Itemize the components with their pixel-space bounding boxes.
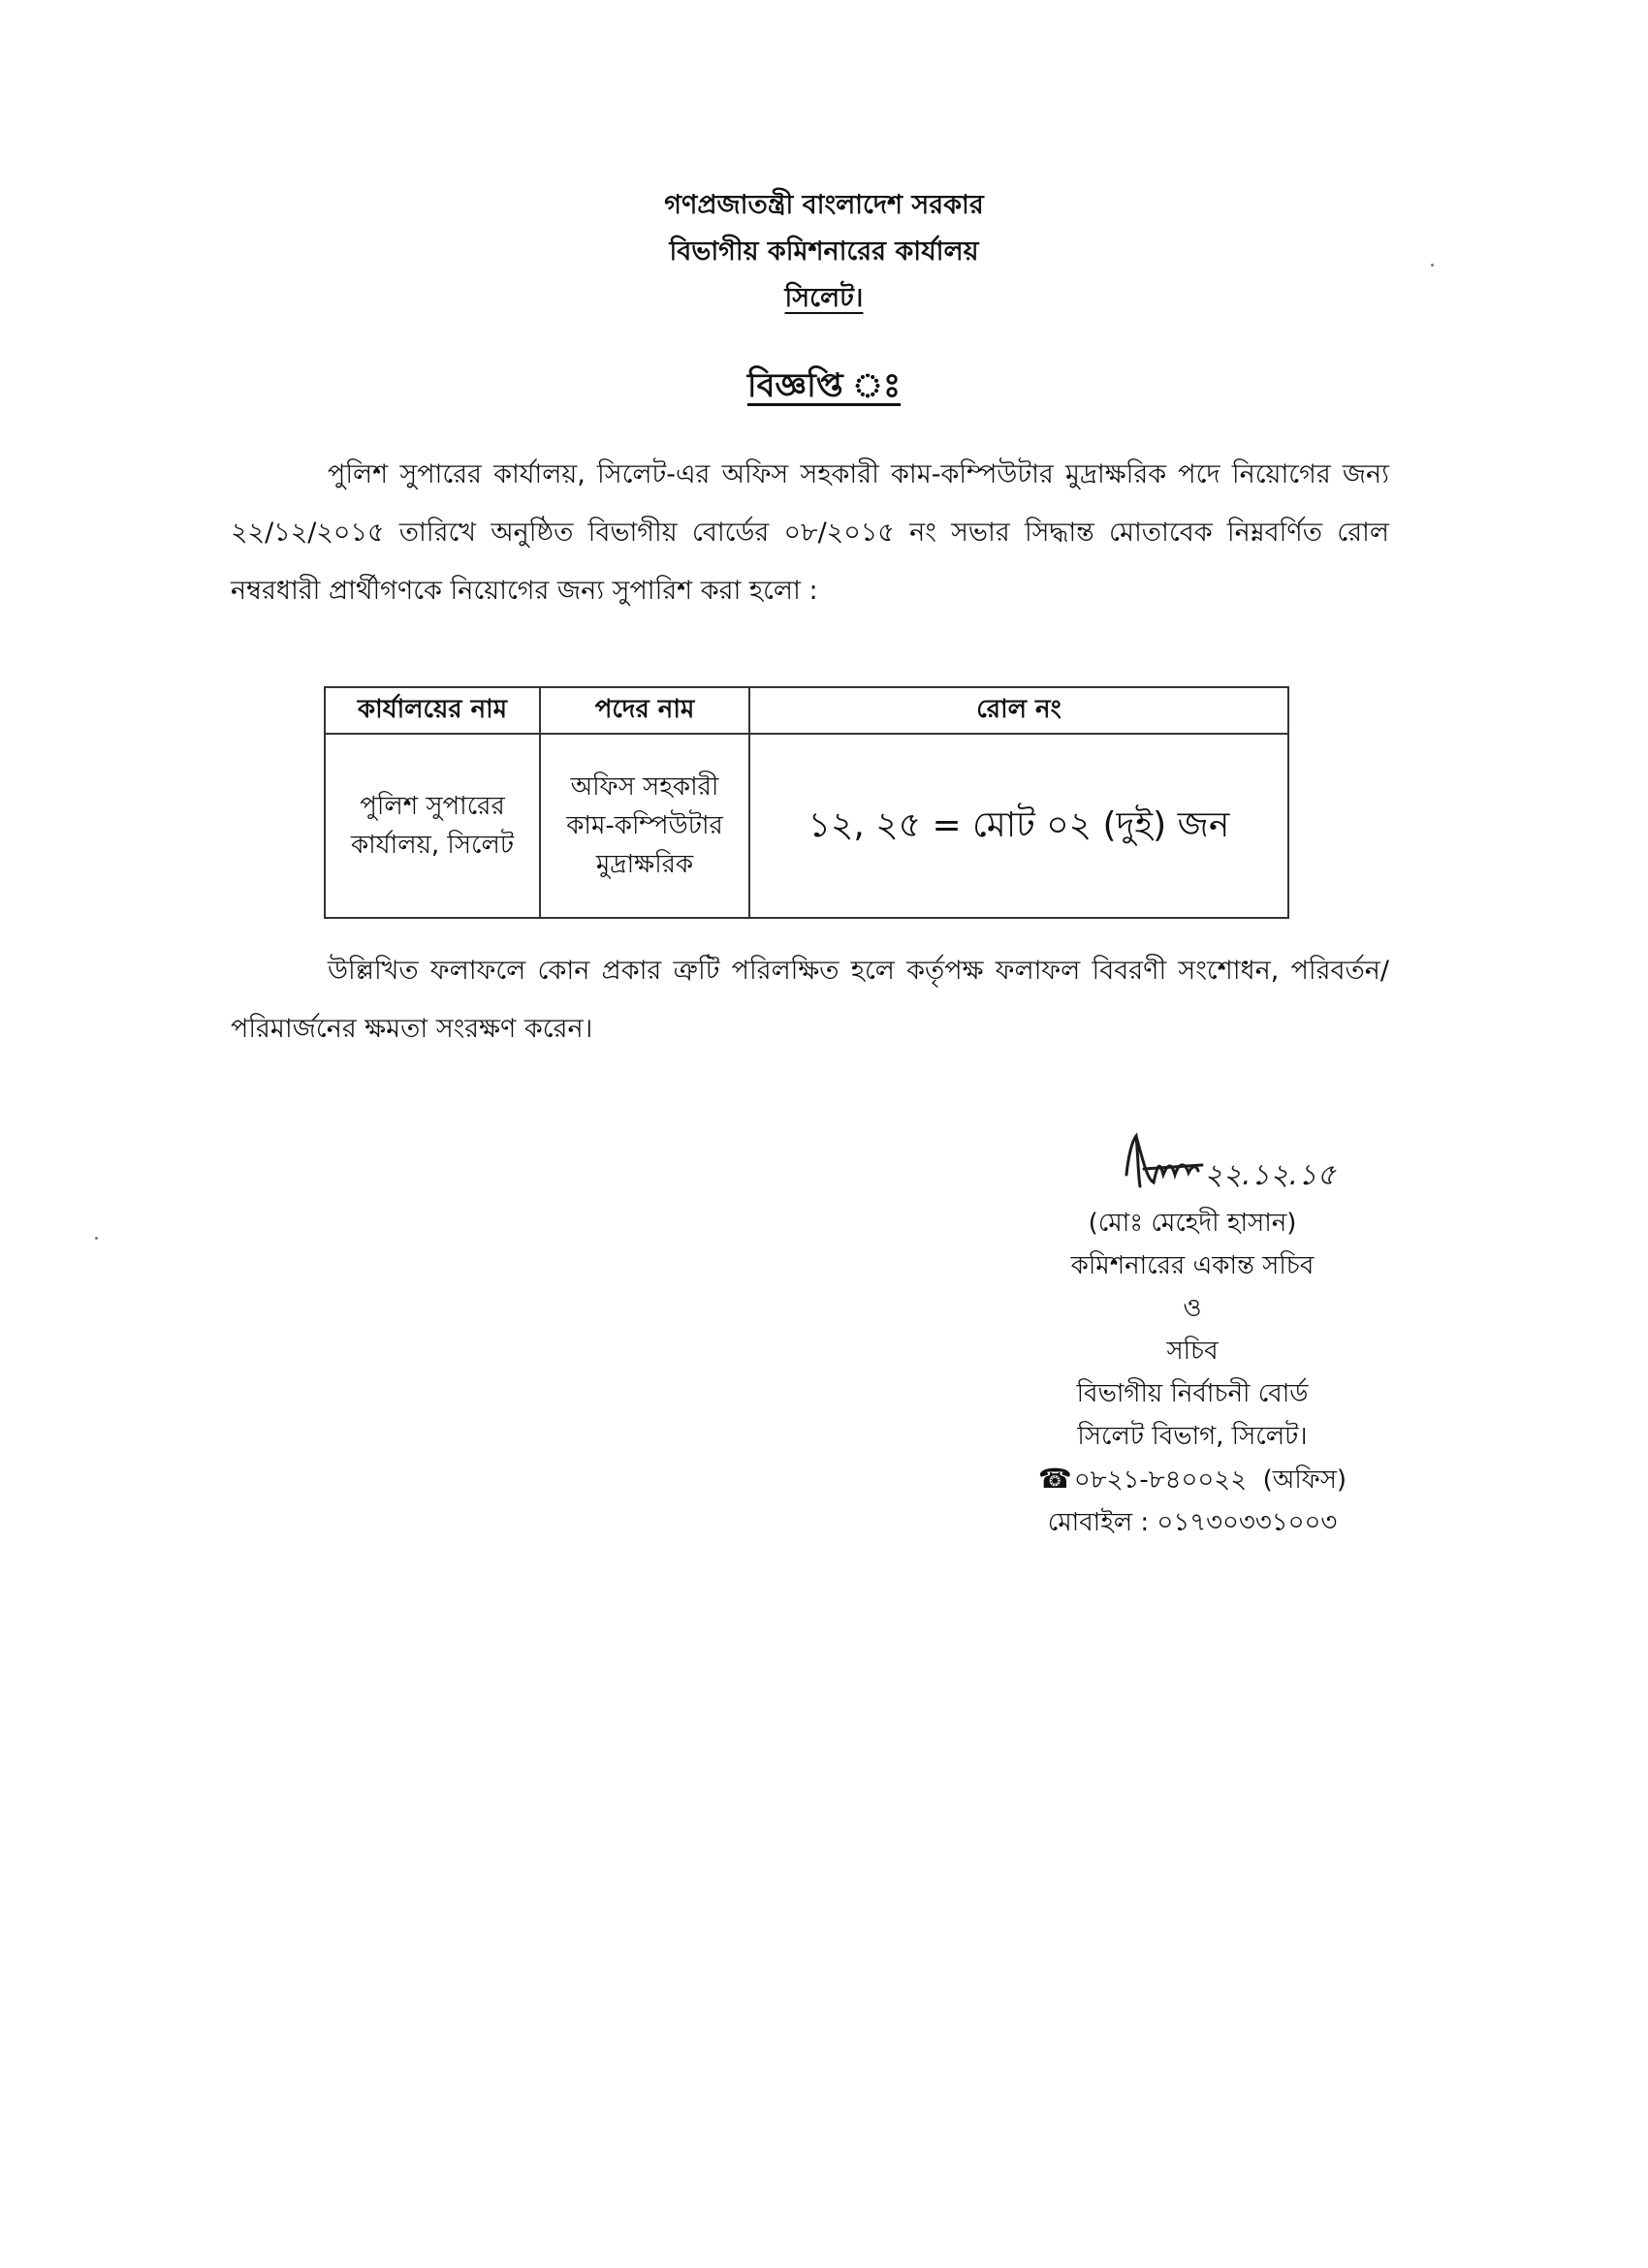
mobile-line <box>1008 1501 1377 1544</box>
office-cell <box>325 734 540 918</box>
office-line: কার্যালয়, সিলেট <box>350 831 515 860</box>
signatory-title-secondary: সচিব <box>1166 1337 1219 1366</box>
scan-speck <box>1431 264 1434 267</box>
signatory-title: কমিশনারের একান্ত সচিব <box>1070 1251 1315 1280</box>
notice-paragraph-disclaimer <box>231 942 1389 1058</box>
notice-paragraph-intro <box>231 446 1389 620</box>
scan-speck <box>95 1237 98 1240</box>
post-cell <box>540 734 749 918</box>
signatory-location: সিলেট বিভাগ, সিলেট। <box>1077 1422 1308 1451</box>
signatory-conjunction: ও <box>1183 1294 1202 1323</box>
office-location: সিলেট। <box>784 283 864 313</box>
intro-text: পুলিশ সুপারের কার্যালয়, সিলেট-এর অফিস সহকারী কাম-কম্পিউটার মুদ্রাক্ষরিক পদে নিয়োগের জন্য ২২/১২/২০১৫ তারিখে অনুষ্ঠিত বিভাগীয় বোর্ডের ০৮/২০১৫ নং সভার সিদ্ধান্ত মোতাবেক নিম্নবর্ণিত রোল নম্বরধারী প্রার্থীগণকে নিয়োগের জন্য সুপারিশ করা হলো : <box>231 459 1389 606</box>
table-row <box>325 734 1288 918</box>
office-phone-suffix: (অফিস) <box>1262 1465 1347 1495</box>
table-header-row <box>325 687 1288 734</box>
signature-date: ২২.১২.১৫ <box>1204 1158 1336 1192</box>
column-header-office: কার্যালয়ের নাম <box>325 687 540 734</box>
column-header-roll: রোল নং <box>749 687 1288 734</box>
office-phone-line <box>1008 1458 1377 1501</box>
post-line: কাম-কম্পিউটার <box>566 811 723 840</box>
handwritten-signature <box>1115 1126 1435 1204</box>
office-phone: ০৮২১-৮৪০০২২ <box>1073 1465 1248 1495</box>
roll-cell: ১২, ২৫ = মোট ০২ (দুই) জন <box>749 734 1288 918</box>
mobile-label: মোবাইল : <box>1047 1508 1150 1537</box>
signatory-name: (মোঃ মেহেদী হাসান) <box>1088 1209 1297 1238</box>
column-header-post: পদের নাম <box>540 687 749 734</box>
disclaimer-text: উল্লিখিত ফলাফলে কোন প্রকার ত্রুটি পরিলক্ষিত হলে কর্তৃপক্ষ ফলাফল বিবরণী সংশোধন, পরিবর্তন/পরিমার্জনের ক্ষমতা সংরক্ষণ করেন। <box>231 956 1389 1044</box>
office-line: পুলিশ সুপারের <box>360 792 505 821</box>
government-name: গণপ্রজাতন্ত্রী বাংলাদেশ সরকার <box>664 190 984 220</box>
recommendation-table <box>324 686 1289 919</box>
signatory-board: বিভাগীয় নির্বাচনী বোর্ড <box>1076 1379 1309 1408</box>
post-line: অফিস সহকারী <box>570 772 719 802</box>
telephone-icon: ☎ <box>1037 1463 1072 1495</box>
post-line: মুদ্রাক্ষরিক <box>595 850 694 879</box>
office-name: বিভাগীয় কমিশনারের কার্যালয় <box>669 236 979 267</box>
signatory-block <box>1008 1202 1377 1544</box>
notice-title: বিজ্ঞপ্তি ঃ <box>746 366 902 405</box>
letterhead <box>0 182 1648 322</box>
mobile-number: ০১৭৩০৩৩১০০৩ <box>1157 1508 1338 1537</box>
